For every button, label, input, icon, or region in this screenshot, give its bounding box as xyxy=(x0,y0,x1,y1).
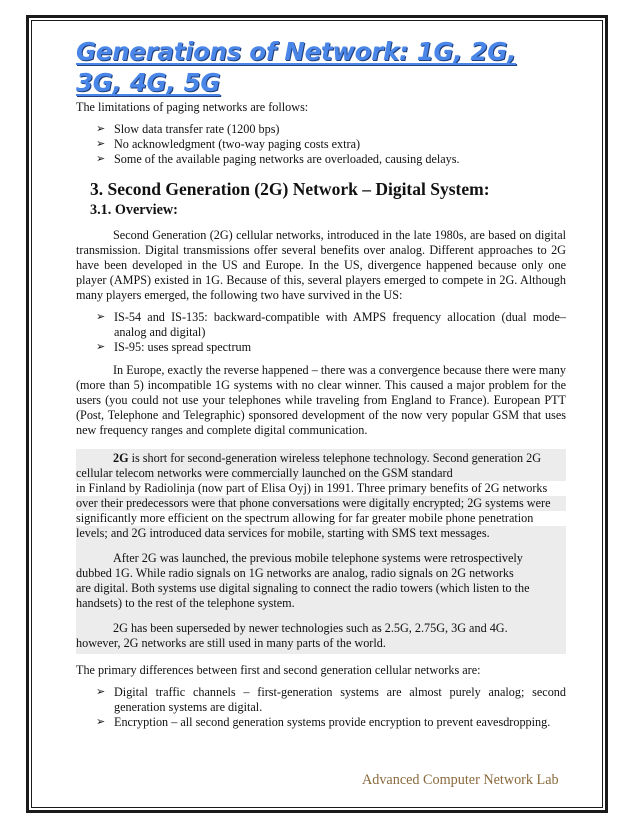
primary-differences-text: The primary differences between first and second generation cellular networks are: xyxy=(76,663,481,677)
list-item: ➢ Some of the available paging networks are overloaded, causing delays. xyxy=(96,152,460,166)
arrow-bullet-icon: ➢ xyxy=(96,341,106,353)
subsection-heading: 3.1. Overview: xyxy=(90,202,178,218)
intro-text: The limitations of paging networks are follows: xyxy=(76,100,309,114)
arrow-bullet-icon: ➢ xyxy=(96,153,106,165)
document-body xyxy=(76,36,566,730)
differences-list xyxy=(76,685,566,730)
arrow-bullet-icon: ➢ xyxy=(96,123,106,135)
us-standards-list xyxy=(76,310,566,355)
paging-limits-list xyxy=(76,122,566,167)
page-title: Generations of Network: 1G, 2G, 3G, 4G, 5G xyxy=(76,37,517,97)
list-item: ➢ IS-54 and IS-135: backward-compatible with AMPS frequency allocation (dual mode– analog and digital) xyxy=(96,310,566,339)
page-footer: Advanced Computer Network Lab xyxy=(362,772,559,788)
section-heading: 3. Second Generation (2G) Network – Digital System: xyxy=(90,179,490,199)
2g-bold-term: 2G xyxy=(113,451,129,465)
1g-retrospective-block: After 2G was launched, the previous mobile telephone systems were retrospectively dubbed 1G. While radio signals on 1G networks are analog, radio signals on 2G networks are digital. Both systems use digital signaling to connect the radio towers (which listen to the handsets) to the rest of the telephone system. xyxy=(76,543,566,613)
arrow-bullet-icon: ➢ xyxy=(96,686,106,698)
list-item: ➢ Encryption – all second generation systems provide encryption to prevent eavesdropping. xyxy=(96,715,551,729)
2g-definition-block: 2G is short for second-generation wireless telephone technology. Second generation 2G cellular telecom networks were commercially launched on the GSM standard in Finland by Radiolinja (now part of Elisa Oyj) in 1991. Three primary benefits of 2G networks over their predecessors were that phone conversations were digitally encrypted; 2G systems were significantly more efficient on the spectrum allowing for far greater mobile phone penetration levels; and 2G introduced data services for mobile, starting with SMS text messages. xyxy=(76,449,566,543)
list-item: ➢ Slow data transfer rate (1200 bps) xyxy=(96,122,280,136)
arrow-bullet-icon: ➢ xyxy=(96,716,106,728)
overview-paragraph: Second Generation (2G) cellular networks, introduced in the late 1980s, are based on digital transmission. Digital transmissions offer several benefits over analog. Different approaches to 2G have been developed in the US and Europe. In the US, divergence happened because only one player (AMPS) existed in 1G. Because of this, several players emerged to compete in 2G. Although many players emerged, the following two have survived in the US: xyxy=(76,228,566,302)
arrow-bullet-icon: ➢ xyxy=(96,138,106,150)
arrow-bullet-icon: ➢ xyxy=(96,311,106,323)
list-item: ➢ Digital traffic channels – first-generation systems are almost purely analog; second generation systems are digital. xyxy=(96,685,566,714)
superseded-block: 2G has been superseded by newer technologies such as 2.5G, 2.75G, 3G and 4G. however, 2G networks are still used in many parts of the world. xyxy=(76,613,566,654)
list-item: ➢ IS-95: uses spread spectrum xyxy=(96,340,252,354)
list-item: ➢ No acknowledgment (two-way paging costs extra) xyxy=(96,137,361,151)
europe-paragraph: In Europe, exactly the reverse happened – there was a convergence because there were many (more than 5) incompatible 1G systems with no clear winner. This caused a major problem for the users (you could not use your telephones while traveling from England to France). European PTT (Post, Telephone and Telegraphic) sponsored development of the now very popular GSM that uses new frequency ranges and complete digital communication. xyxy=(76,363,566,437)
